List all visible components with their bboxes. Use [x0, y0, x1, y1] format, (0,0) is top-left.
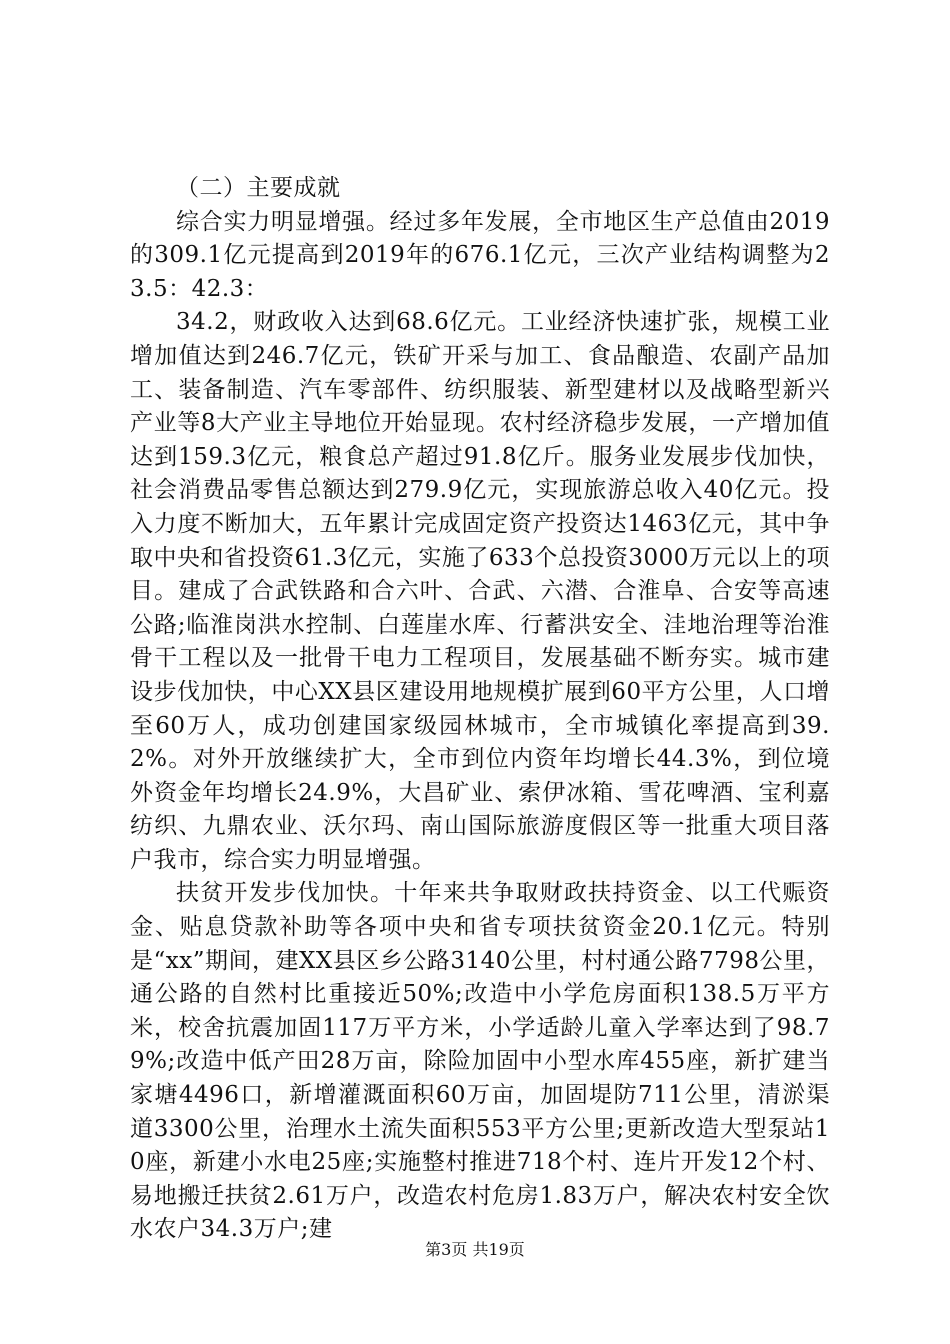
paragraph-overall-strength: 综合实力明显增强。经过多年发展，全市地区生产总值由2019的309.1亿元提高到2019年的676.1亿元，三次产业结构调整为23.5：42.3：	[130, 208, 830, 302]
document-body	[130, 172, 830, 1247]
page-footer: 第3页 共19页	[425, 1240, 525, 1259]
section-heading: （二）主要成就	[176, 175, 341, 201]
paragraph-poverty-alleviation: 扶贫开发步伐加快。十年来共争取财政扶持资金、以工代赈资金、贴息贷款补助等各项中央和省专项扶贫资金20.1亿元。特别是“xx”期间，建XX县区乡公路3140公里，村村通公路7798公里，通公路的自然村比重接近50%;改造中小学危房面积138.5万平方米，校舍抗震加固117万平方米，小学适龄儿童入学率达到了98.79%;改造中低产田28万亩，除险加固中小型水库455座，新扩建当家塘4496口，新增灌溉面积60万亩，加固堤防711公里，清淤渠道3300公里，治理水土流失面积553平方公里;更新改造大型泵站10座，新建小水电25座;实施整村推进718个村、连片开发12个村、易地搬迁扶贫2.61万户，改造农村危房1.83万户，解决农村安全饮水农户34.3万户;建	[130, 880, 830, 1243]
paragraph-economic-details: 34.2，财政收入达到68.6亿元。工业经济快速扩张，规模工业增加值达到246.7亿元，铁矿开采与加工、食品酿造、农副产品加工、装备制造、汽车零部件、纺织服装、新型建材以及战略型新兴产业等8大产业主导地位开始显现。农村经济稳步发展，一产增加值达到159.3亿元，粮食总产超过91.8亿斤。服务业发展步伐加快，社会消费品零售总额达到279.9亿元，实现旅游总收入40亿元。投入力度不断加大，五年累计完成固定资产投资达1463亿元，其中争取中央和省投资61.3亿元，实施了633个总投资3000万元以上的项目。建成了合武铁路和合六叶、合武、六潜、合淮阜、合安等高速公路;临淮岗洪水控制、白莲崖水库、行蓄洪安全、洼地治理等治淮骨干工程以及一批骨干电力工程项目，发展基础不断夯实。城市建设步伐加快，中心XX县区建设用地规模扩展到60平方公里，人口增至60万人，成功创建国家级园林城市，全市城镇化率提高到39.2%。对外开放继续扩大，全市到位内资年均增长44.3%，到位境外资金年均增长24.9%，大昌矿业、索伊冰箱、雪花啤酒、宝利嘉纺织、九鼎农业、沃尔玛、南山国际旅游度假区等一批重大项目落户我市，综合实力明显增强。	[130, 309, 830, 873]
